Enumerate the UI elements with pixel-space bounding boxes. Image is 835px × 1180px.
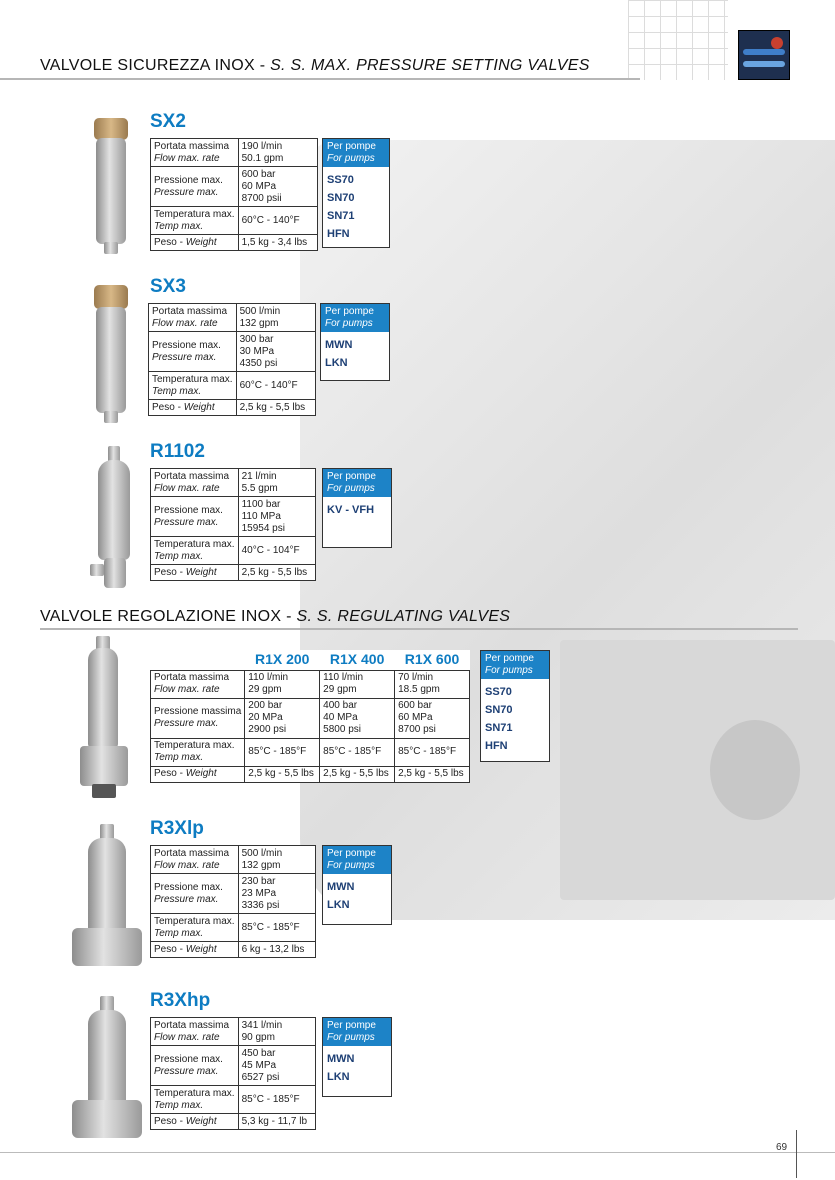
section-title-regulating: VALVOLE REGOLAZIONE INOX - S. S. REGULATING VALVES: [40, 608, 511, 625]
table-row: Pressione max. Pressure max. 600 bar 60 MPa 8700 psii: [151, 167, 318, 207]
table-row: Pressione max. Pressure max. 230 bar 23 MPa 3336 psi: [151, 874, 316, 914]
spec-table-sx2: [150, 138, 318, 251]
brand-logo: [738, 30, 790, 80]
table-row: Peso - Weight 6 kg - 13,2 lbs: [151, 942, 316, 958]
header-grid-decoration: [628, 0, 728, 80]
spec-table-sx3: [148, 303, 316, 416]
table-row: Temperatura max. Temp max. 40°C - 104°F: [151, 537, 316, 565]
table-row: Pressione massima Pressure max. 200 bar 20 MPa 2900 psi 400 bar 40 MPa 5800 psi 600 bar 60 MPa 8700 psi: [151, 698, 470, 738]
model-header-r1x-600: R1X 600: [404, 651, 460, 668]
pump-list-r1x: Per pompe For pumps SS70 SN70 SN71 HFN: [480, 650, 550, 762]
footer-rule: [0, 1152, 835, 1153]
table-row: Portata massima Flow max. rate 341 l/min 90 gpm: [151, 1018, 316, 1046]
model-name-r3xlp: R3Xlp: [150, 818, 204, 839]
table-row: Pressione max. Pressure max. 1100 bar 110 MPa 15954 psi: [151, 497, 316, 537]
section-rule: [40, 628, 798, 630]
table-row: Temperatura max. Temp max. 85°C - 185°F: [151, 914, 316, 942]
sx2-valve-image: [88, 118, 134, 254]
table-row: Peso - Weight 2,5 kg - 5,5 lbs: [151, 565, 316, 581]
table-row: Pressione max. Pressure max. 450 bar 45 MPa 6527 psi: [151, 1046, 316, 1086]
table-row: Peso - Weight 5,3 kg - 11,7 lb: [151, 1114, 316, 1130]
page-title: VALVOLE SICUREZZA INOX - S. S. MAX. PRESSURE SETTING VALVES: [40, 57, 590, 74]
r1102-valve-image: [90, 446, 140, 592]
table-row: Peso - Weight 2,5 kg - 5,5 lbs: [149, 400, 316, 416]
table-row: [151, 650, 470, 670]
model-name-sx3: SX3: [150, 276, 186, 297]
background-pump-hole: [710, 720, 800, 820]
footer-vertical-rule: [796, 1130, 797, 1178]
table-row: Portata massima Flow max. rate 110 l/min 29 gpm 110 l/min 29 gpm 70 l/min 18.5 gpm: [151, 670, 470, 698]
table-row: Temperatura max. Temp max. 85°C - 185°F 85°C - 185°F 85°C - 185°F: [151, 738, 470, 766]
pump-list-sx3: Per pompe For pumps MWN LKN: [320, 303, 390, 381]
r3xhp-valve-image: [72, 996, 142, 1138]
table-row: Portata massima Flow max. rate 500 l/min 132 gpm: [149, 304, 316, 332]
sx3-valve-image: [88, 285, 134, 423]
table-row: Temperatura max. Temp max. 85°C - 185°F: [151, 1086, 316, 1114]
table-row: Temperatura max. Temp max. 60°C - 140°F: [151, 207, 318, 235]
spec-table-r1102: [150, 468, 316, 581]
model-name-sx2: SX2: [150, 111, 186, 132]
table-row: Portata massima Flow max. rate 21 l/min 5.5 gpm: [151, 469, 316, 497]
spec-table-r3xlp: [150, 845, 316, 958]
page-number: 69: [776, 1142, 788, 1153]
model-name-r1102: R1102: [150, 441, 205, 462]
table-row: Portata massima Flow max. rate 500 l/min 132 gpm: [151, 846, 316, 874]
table-row: Portata massima Flow max. rate 190 l/min 50.1 gpm: [151, 139, 318, 167]
pump-list-r1102: Per pompe For pumps KV - VFH: [322, 468, 392, 548]
spec-table-r3xhp: [150, 1017, 316, 1130]
title-rule: [0, 78, 640, 80]
table-row: Peso - Weight 1,5 kg - 3,4 lbs: [151, 235, 318, 251]
table-row: Pressione max. Pressure max. 300 bar 30 MPa 4350 psi: [149, 332, 316, 372]
r1x-valve-image: [76, 636, 132, 798]
model-header-r1x-200: R1X 200: [254, 651, 310, 668]
r3xlp-valve-image: [72, 824, 142, 966]
pump-list-r3xlp: Per pompe For pumps MWN LKN: [322, 845, 392, 925]
model-header-r1x-400: R1X 400: [329, 651, 385, 668]
model-name-r3xhp: R3Xhp: [150, 990, 211, 1011]
spec-table-r1x: [150, 650, 470, 783]
pump-list-r3xhp: Per pompe For pumps MWN LKN: [322, 1017, 392, 1097]
table-row: Temperatura max. Temp max. 60°C - 140°F: [149, 372, 316, 400]
pump-list-sx2: Per pompe For pumps SS70 SN70 SN71 HFN: [322, 138, 390, 248]
table-row: Peso - Weight 2,5 kg - 5,5 lbs 2,5 kg - 5,5 lbs 2,5 kg - 5,5 lbs: [151, 766, 470, 782]
